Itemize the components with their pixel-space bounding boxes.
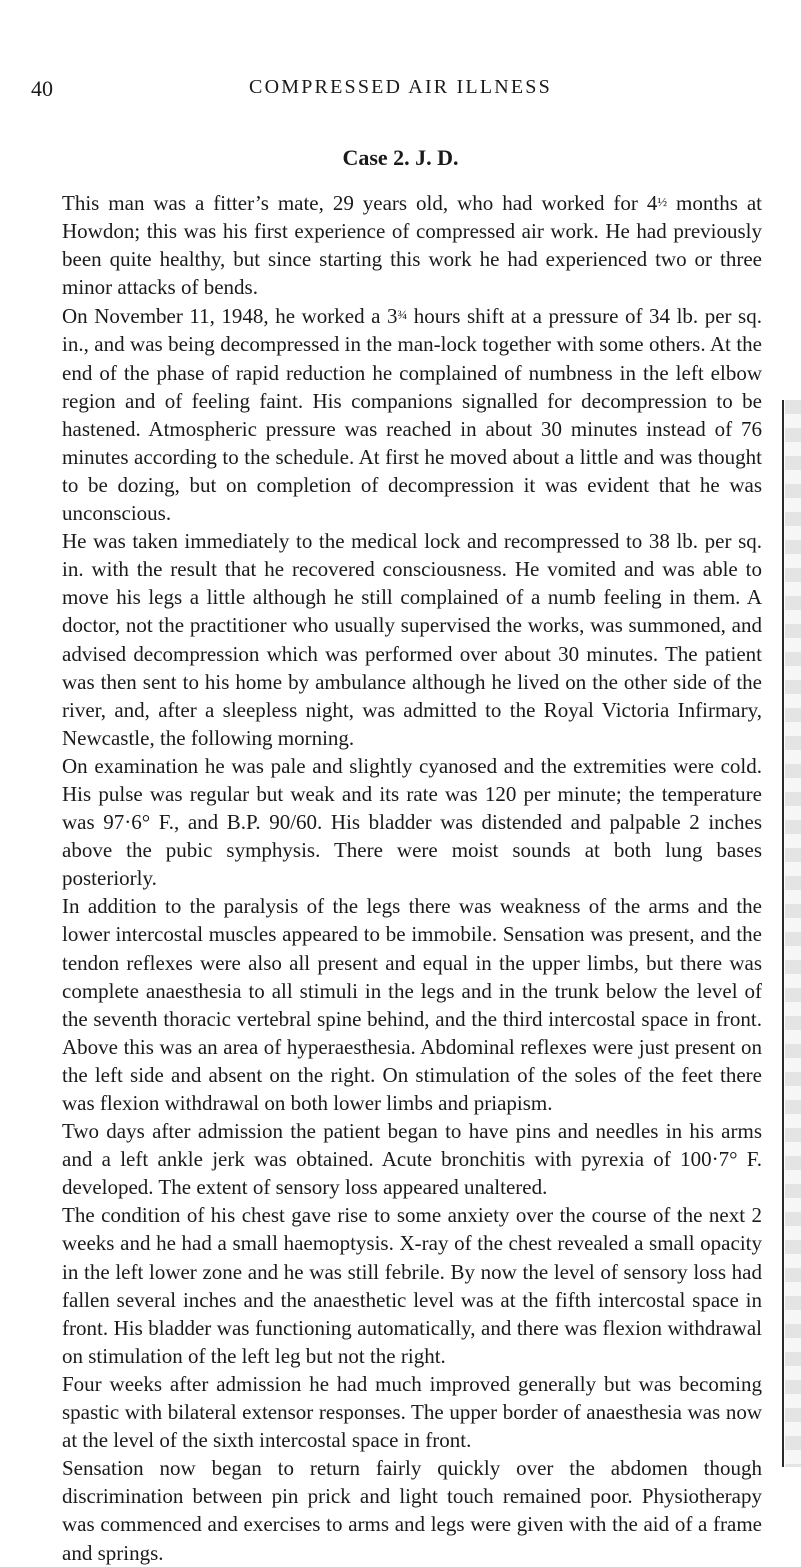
page-number: 40	[31, 76, 53, 101]
paragraph: On examination he was pale and slightly cyanosed and the extremities were cold. His pulse was regular but weak and its rate was 120 per minute; the temperature was 97·6° F., and B.P. 90/60. His bladder was distended and palpable 2 inches above the pubic symphysis. There were moist sounds at both lung bases posteriorly.	[62, 753, 762, 891]
paragraph: Four weeks after admission he had much improved generally but was becoming spastic with bilateral extensor responses. The upper border of anaesthesia was now at the level of the sixth intercostal space in front.	[62, 1371, 762, 1453]
gutter-bleed-through	[785, 400, 801, 1467]
paragraph: Two days after admission the patient began to have pins and needles in his arms and a left ankle jerk was obtained. Acute bronchitis with pyrexia of 100·7° F. developed. The extent of sensory loss appeared unaltered.	[62, 1119, 762, 1200]
running-head	[31, 76, 770, 106]
paragraph: On November 11, 1948, he worked a 3¾ hours shift at a pressure of 34 lb. per sq. in., and was being decompressed in the man-lock together with some others. At the end of the phase of rapid reduction he complained of numbness in the left elbow region and of feeling faint. His companions signalled for decompression to be hastened. Atmospheric pressure was reached in about 30 minutes instead of 76 minutes according to the schedule. At first he moved about a little and was thought to be dozing, but on completion of decompression it was evident that he was unconscious.	[62, 304, 762, 526]
gutter-rule	[782, 400, 784, 1467]
paragraph: In addition to the paralysis of the legs there was weakness of the arms and the lower intercostal muscles appeared to be immobile. Sensation was present, and the tendon reflexes were also all present and equal in the upper limbs, but there was complete anaesthesia to all stimuli in the legs and in the trunk below the level of the seventh thoracic vertebral spine behind, and the third intercostal space in front. Above this was an area of hyperaesthesia. Abdominal reflexes were just present on the left side and absent on the right. On stimulation of the soles of the feet there was flexion withdrawal on both lower limbs and priapism.	[62, 894, 762, 1115]
body-text	[62, 188, 762, 1567]
paragraph: Sensation now began to return fairly quickly over the abdomen though discrimination between pin prick and light touch remained poor. Physiotherapy was commenced and exercises to arms and legs were given with the aid of a frame and springs.	[62, 1456, 762, 1565]
facing-page-gutter	[778, 400, 801, 1467]
paragraph: He was taken immediately to the medical lock and recompressed to 38 lb. per sq. in. with the result that he recovered consciousness. He vomited and was able to move his legs a little although he still complained of a numb feeling in them. A doctor, not the practitioner who usually supervised the works, was summoned, and advised decompression which was performed over about 30 minutes. The patient was then sent to his home by ambulance although he lived on the other side of the river, and, after a sleepless night, was admitted to the Royal Victoria Infirmary, Newcastle, the following morning.	[62, 529, 762, 750]
paragraph: This man was a fitter’s mate, 29 years old, who had worked for 4½ months at Howdon; this was his first experience of compressed air work. He had previously been quite healthy, but since starting this work he had experienced two or three minor attacks of bends.	[62, 191, 762, 300]
paragraph: The condition of his chest gave rise to some anxiety over the course of the next 2 weeks and he had a small haemoptysis. X-ray of the chest revealed a small opacity in the left lower zone and he was still febrile. By now the level of sensory loss had fallen several inches and the anaesthetic level was at the fifth intercostal space in front. His bladder was functioning automatically, and there was flexion withdrawal on stimulation of the left leg but not the right.	[62, 1203, 762, 1368]
running-title: COMPRESSED AIR ILLNESS	[249, 76, 552, 98]
case-heading: Case 2. J. D.	[342, 145, 459, 170]
